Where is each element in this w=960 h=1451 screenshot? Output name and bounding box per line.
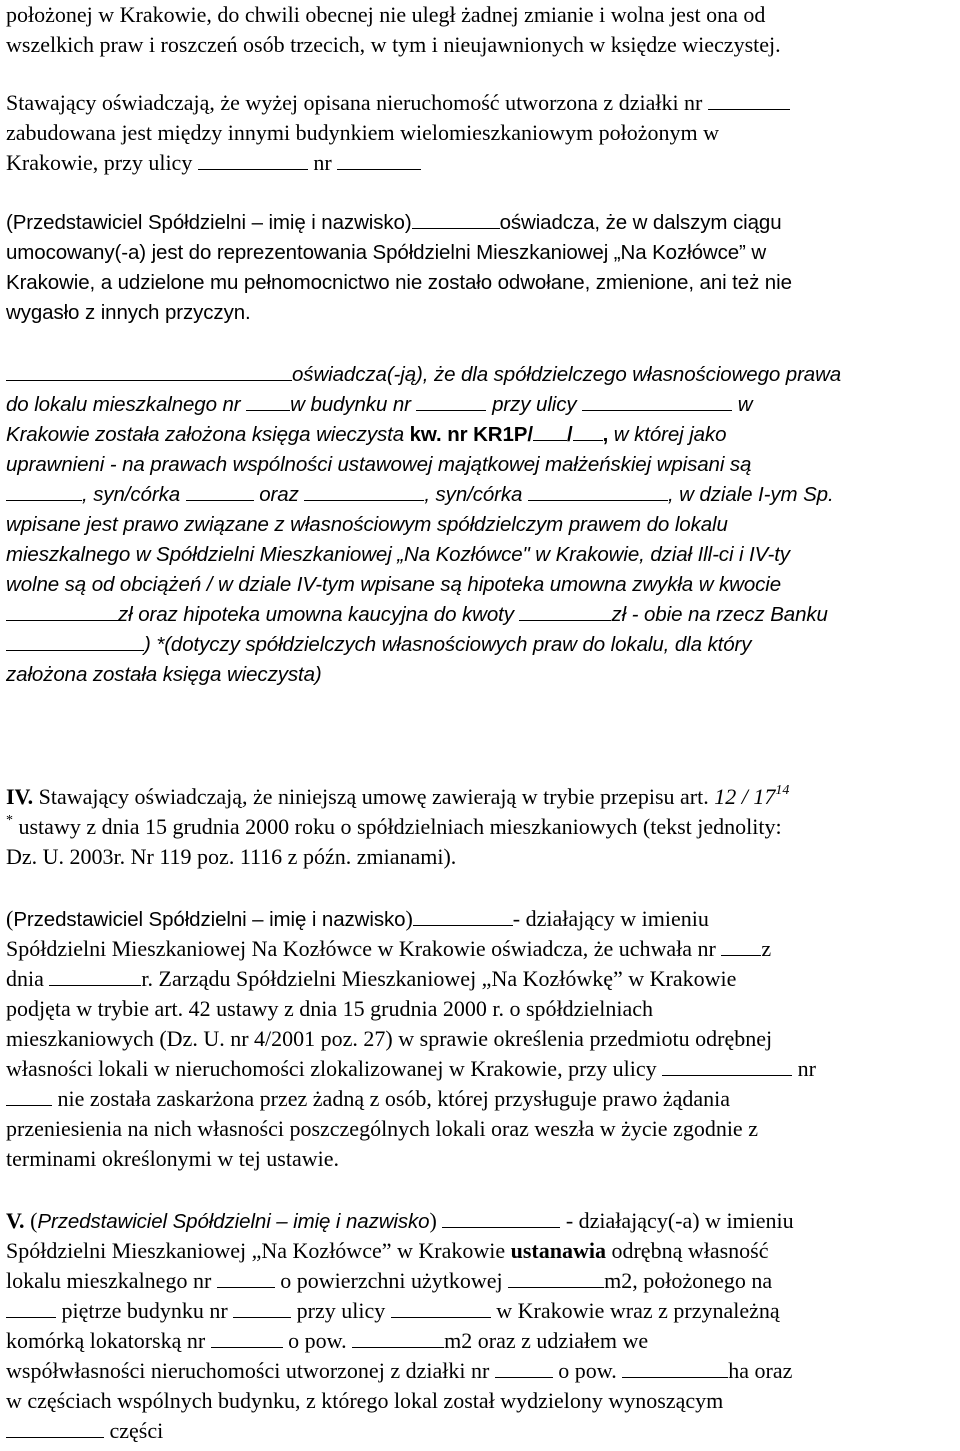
blank-field — [233, 1297, 291, 1318]
text-line: nie została zaskarżona przez żadną z osób, której przysługuje prawo żądania — [6, 1084, 956, 1114]
section-number: IV. — [6, 784, 34, 809]
paragraph-property-status — [6, 0, 956, 60]
text-line: piętrze budynku nr przy ulicy w Krakowie wraz z przynależną — [6, 1296, 956, 1326]
paragraph-board-resolution — [6, 904, 956, 1174]
text-line: V. (Przedstawiciel Spółdzielni – imię i nazwisko) - działający(-a) w imieniu — [6, 1208, 794, 1233]
blank-field — [582, 390, 732, 411]
blank-field — [6, 600, 118, 621]
blank-field — [662, 1055, 792, 1076]
paragraph-land-register — [6, 360, 956, 690]
blank-field — [442, 1207, 560, 1228]
blank-field — [304, 480, 424, 501]
section-v — [6, 1206, 956, 1446]
blank-field — [337, 149, 421, 170]
text-line: IV. Stawający oświadczają, że niniejszą umowę zawierają w trybie przepisu art. $12 / 17^{14}$ — [6, 783, 790, 809]
text-line: mieszkalnego w Spółdzielni Mieszkaniowej „Na Kozłówce" w Krakowie, dział Ill-ci i IV-ty — [6, 543, 790, 566]
blank-field — [198, 149, 308, 170]
text-line: Krakowie, a udzielone mu pełnomocnictwo nie zostało odwołane, zmienione, ani też nie — [6, 271, 792, 294]
text-line: przeniesienia na nich własności poszczególnych lokali oraz weszła w życie zgodnie z — [6, 1116, 758, 1141]
blank-field — [186, 480, 254, 501]
blank-field — [413, 905, 513, 926]
blank-field — [708, 89, 790, 110]
blank-field — [416, 390, 486, 411]
blank-field — [519, 600, 611, 621]
blank-field — [533, 420, 567, 441]
blank-field — [6, 630, 144, 651]
text-line: Stawający oświadczają, że wyżej opisana nieruchomość utworzona z działki nr — [6, 88, 956, 118]
blank-field — [6, 480, 82, 501]
blank-field — [508, 1267, 604, 1288]
blank-field — [217, 1267, 275, 1288]
text-line: * ustawy z dnia 15 grudnia 2000 roku o spółdzielniach mieszkaniowych (tekst jednolity: — [6, 813, 782, 839]
blank-field — [211, 1327, 283, 1348]
text-line: wpisane jest prawo związane z własnościowym spółdzielczym prawem do lokalu — [6, 513, 728, 536]
text-line: w częściach wspólnych budynku, z którego lokal został wydzielony wynoszącym — [6, 1388, 724, 1413]
blank-field — [495, 1357, 553, 1378]
text-line: umocowany(-a) jest do reprezentowania Spółdzielni Mieszkaniowej „Na Kozłówce” w — [6, 241, 767, 264]
paragraph-property-description — [6, 88, 956, 178]
text-line: (Przedstawiciel Spółdzielni – imię i nazwisko) oświadcza, że w dalszym ciągu — [6, 208, 956, 238]
text-line: wygasło z innych przyczyn. — [6, 301, 251, 324]
text-line: wolne są od obciążeń / w dziale IV-tym wpisane są hipoteka umowna zwykła w kwocie — [6, 573, 782, 596]
blank-field — [573, 420, 603, 441]
blank-field — [528, 480, 668, 501]
text-line: uprawnieni - na prawach wspólności ustawowej majątkowej małżeńskiej wpisani są — [6, 453, 752, 476]
blank-field — [352, 1327, 444, 1348]
text-line: terminami określonymi w tej ustawie. — [6, 1146, 339, 1171]
text-line: podjęta w trybie art. 42 ustawy z dnia 15 grudnia 2000 r. o spółdzielniach — [6, 996, 654, 1021]
blank-field — [6, 1417, 104, 1438]
text-line: , syn/córka oraz , syn/córka , w dziale I-ym Sp. — [6, 480, 956, 510]
text-line: (Przedstawiciel Spółdzielni – imię i nazwisko) - działający w imieniu — [6, 906, 709, 931]
blank-field — [49, 965, 141, 986]
text-line: Krakowie została założona księga wieczysta kw. nr KR1P/ / , w której jako — [6, 420, 956, 450]
blank-field — [721, 935, 761, 956]
text-line: wszelkich praw i roszczeń osób trzecich, w tym i nieujawnionych w księdze wieczystej. — [6, 32, 781, 57]
blank-field — [391, 1297, 491, 1318]
text-line: lokalu mieszkalnego nr o powierzchni użytkowej m2, położonego na — [6, 1268, 773, 1293]
blank-field — [246, 390, 290, 411]
section-number: V. — [6, 1208, 25, 1233]
text-line: zł oraz hipoteka umowna kaucyjna do kwoty zł - obie na rzecz Banku — [6, 600, 956, 630]
text-line: oświadcza(-ją), że dla spółdzielczego własnościowego prawa — [6, 360, 956, 390]
text-line: dnia r. Zarządu Spółdzielni Mieszkaniowej „Na Kozłówkę” w Krakowie — [6, 966, 737, 991]
text-line: współwłasności nieruchomości utworzonej z działki nr o pow. ha oraz — [6, 1358, 793, 1383]
text-line: Krakowie, przy ulicy nr — [6, 148, 956, 178]
text-line: Spółdzielni Mieszkaniowej Na Kozłówce w Krakowie oświadcza, że uchwała nr z — [6, 936, 772, 961]
blank-field — [6, 1085, 52, 1106]
text-line: Spółdzielni Mieszkaniowej „Na Kozłówce” w Krakowie ustanawia odrębną własność — [6, 1238, 769, 1263]
blank-field — [412, 208, 500, 229]
text-line: położonej w Krakowie, do chwili obecnej nie uległ żadnej zmianie i wolna jest ona od — [6, 2, 766, 27]
blank-field — [6, 360, 292, 381]
text-line: zabudowana jest między innymi budynkiem wielomieszkaniowym położonym w — [6, 120, 720, 145]
blank-field — [6, 1297, 56, 1318]
paragraph-representative-authority — [6, 208, 956, 328]
text-line: części — [6, 1416, 956, 1446]
section-iv — [6, 782, 956, 872]
text-line: założona została księga wieczysta) — [6, 663, 322, 686]
text-line: ) *(dotyczy spółdzielczych własnościowych praw do lokalu, dla który — [6, 630, 956, 660]
text-line: komórką lokatorską nr o pow. m2 oraz z udziałem we — [6, 1328, 649, 1353]
text-line: własności lokali w nieruchomości zlokalizowanej w Krakowie, przy ulicy nr — [6, 1056, 816, 1081]
text-line: do lokalu mieszkalnego nr w budynku nr przy ulicy w — [6, 390, 956, 420]
text-line: mieszkaniowych (Dz. U. nr 4/2001 poz. 27) w sprawie określenia przedmiotu odrębnej — [6, 1026, 773, 1051]
blank-field — [622, 1357, 728, 1378]
text-line: Dz. U. 2003r. Nr 119 poz. 1116 z późn. zmianami). — [6, 844, 457, 869]
